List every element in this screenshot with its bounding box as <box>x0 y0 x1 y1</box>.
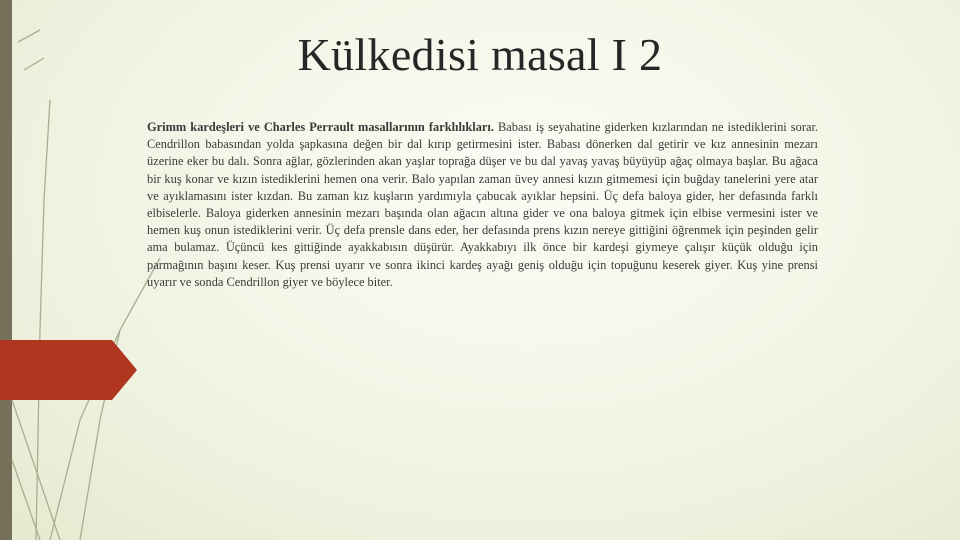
slide-title: Külkedisi masal I 2 <box>297 29 663 80</box>
body-bold-lead: Grimm kardeşleri ve Charles Perrault masallarının farklılıkları. <box>147 120 494 134</box>
decor-stroke-diagonal-2 <box>80 330 120 540</box>
body-text: Babası iş seyahatine giderken kızlarından ne istediklerini sorar. Cendrillon babasından yolda şapkasına değen bir dal kırıp getirmesini ister. Babası dönerken dal getirir ve kız annesinin mezarı üzerine eker bu dalı. Sonra ağlar, gözlerinden akan yaşlar toprağa düşer ve bu dal yavaş yavaş büyüyüp ağaç olmaya başlar. Bu ağaca bir kuş konar ve kızın istediklerini hemen ona verir. Balo yapılan zaman üvey annesi kızın gitmemesi için buğday tanelerini yere atar ve ayıklamasını ister kızdan. Bu zaman kız kuşların yardımıyla çabucak ayıklar hepsini. Üç defa baloya gider, her defasında farklı elbiselerle. Baloya giderken annesinin mezarı başında olan ağacın altına gider ve ona baloya gitmek için elbise vermesini ister ve hemen kuş onun istediklerini verir. Üç defa prensle dans eder, her defasında prens kızın nereye gittiğini öğrenmek için peşinden gelir ama bulamaz. Üçüncü kes gittiğinde ayakkabısın düşürür. Ayakkabıyı ilk önce bir kardeşi giymeye çalışır küçük olduğu için parmağının başını keser. Kuş prensi uyarır ve sonra ikinci kardeş ayağı geniş olduğu için topuğunu keserek giyer. Kuş yine prensi uyarır ve sonda Cendrillon giyer ve böylece biter. <box>147 120 818 289</box>
left-bar <box>0 0 12 540</box>
decor-stroke-diagonal-4 <box>12 460 40 540</box>
decor-stroke-diagonal-1 <box>50 258 160 540</box>
body-paragraph <box>147 119 818 291</box>
decor-stroke-diagonal-3 <box>12 400 60 540</box>
decor-strokes <box>12 30 160 540</box>
decor-stroke-vertical <box>36 100 50 540</box>
accent-arrow-shape <box>0 340 137 400</box>
